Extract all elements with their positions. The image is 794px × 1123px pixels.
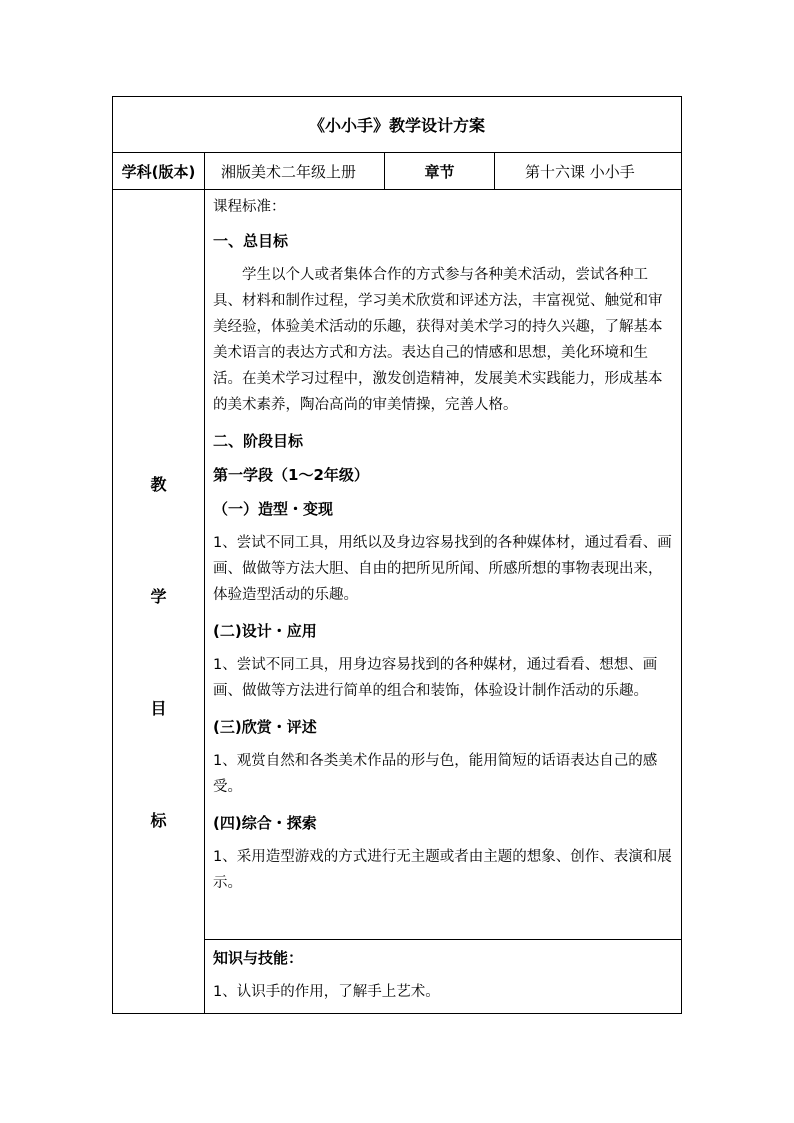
document-title: 《小小手》教学设计方案 [113, 97, 682, 153]
chapter-value: 第十六课 小小手 [495, 153, 682, 190]
section-heading: （一）造型・变现 [213, 500, 334, 518]
section-heading: (三)欣赏・评述 [213, 718, 317, 736]
side-label-char: 教 [150, 475, 167, 494]
side-label-char: 学 [150, 587, 167, 606]
knowledge-skills-text: 1、认识手的作用，了解手上艺术。 [213, 984, 440, 1000]
overall-goal-heading: 一、总目标 [213, 232, 289, 250]
section-text: 1、尝试不同工具，用纸以及身边容易找到的各种媒体材，通过看看、画画、做做等方法大胆、自由的把所见所闻、所感所想的事物表现出来，体验造型活动的乐趣。 [213, 535, 672, 603]
subject-label: 学科(版本) [113, 153, 205, 190]
section-heading: (四)综合・探索 [213, 814, 317, 832]
knowledge-skills-cell [205, 940, 682, 1014]
section-heading: (二)设计・应用 [213, 622, 317, 640]
stage-goal-heading: 二、阶段目标 [213, 432, 304, 450]
curriculum-content [205, 190, 682, 940]
knowledge-skills-heading: 知识与技能： [213, 949, 304, 967]
subject-value: 湘版美术二年级上册 [205, 153, 385, 190]
side-label-char: 标 [150, 811, 167, 830]
curriculum-standard-label: 课程标准： [213, 199, 286, 215]
section-text: 1、观赏自然和各类美术作品的形与色，能用简短的话语表达自己的感受。 [213, 753, 658, 795]
side-label-char: 目 [150, 699, 167, 718]
overall-goal-text: 学生以个人或者集体合作的方式参与各种美术活动，尝试各种工具、材料和制作过程，学习美术欣赏和评述方法，丰富视觉、触觉和审美经验，体验美术活动的乐趣，获得对美术学习的持久兴趣，了解基本美术语言的表达方式和方法。表达自己的情感和思想，美化环境和生活。在美术学习过程中，激发创造精神，发展美术实践能力，形成基本的美术素养，陶冶高尚的审美情操，完善人格。 [213, 267, 663, 413]
section-text: 1、采用造型游戏的方式进行无主题或者由主题的想象、创作、表演和展示。 [213, 849, 672, 891]
first-stage-heading: 第一学段（1～2年级） [213, 466, 369, 484]
section-text: 1、尝试不同工具，用身边容易找到的各种媒材，通过看看、想想、画画、做做等方法进行简单的组合和装饰，体验设计制作活动的乐趣。 [213, 657, 658, 699]
chapter-label: 章节 [385, 153, 495, 190]
lesson-plan-table [112, 96, 682, 1014]
teaching-objectives-label [113, 190, 205, 1014]
